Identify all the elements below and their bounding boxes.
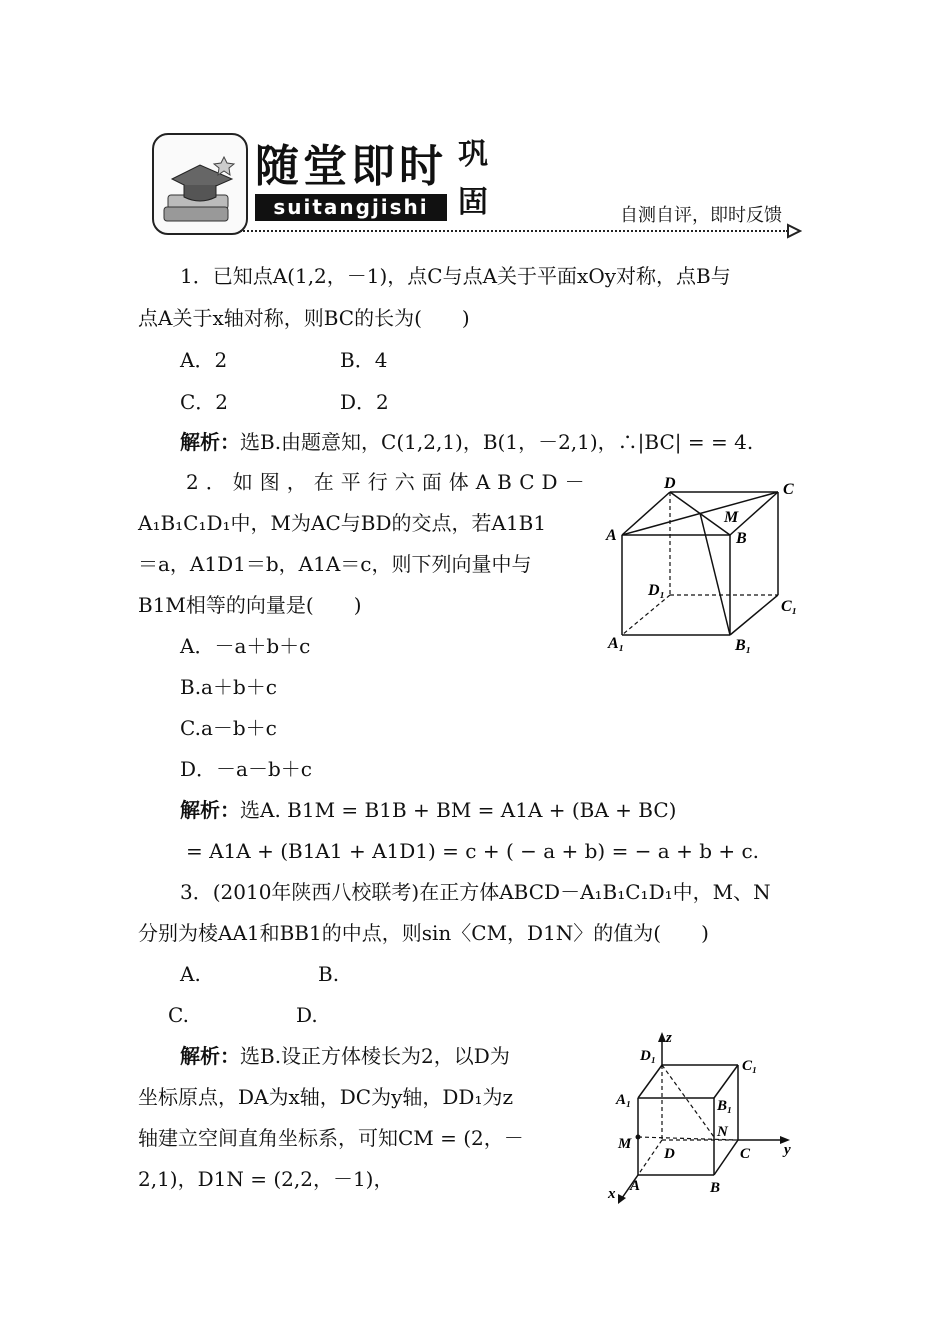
banner-slogan: 自测自评，即时反馈 (620, 205, 782, 226)
edge-D1A1-hidden (622, 595, 670, 635)
label-M: M (724, 509, 739, 526)
q3-option-d: D. (296, 1003, 318, 1027)
q1-option-d: D．2 (340, 390, 389, 414)
label-C: C (783, 481, 794, 498)
q3-analysis-line4: 2,1)，D1N = (2,2，－1)， (138, 1167, 394, 1191)
edge-DA-hidden (638, 1140, 662, 1175)
label-B: B (736, 530, 747, 547)
label-z: z (666, 1030, 672, 1046)
label-x: x (608, 1186, 616, 1202)
q1-option-c: C．2 (180, 390, 229, 414)
label-C1: C₁ (742, 1058, 758, 1074)
banner-logo (152, 133, 248, 235)
q2-stem-line4: B1M相等的向量是( ) (138, 593, 362, 617)
point-M (636, 1135, 641, 1140)
analysis-label: 解析： (180, 430, 240, 454)
q1-option-b: B．4 (340, 348, 388, 372)
banner-title-char-3: 即 (351, 141, 395, 192)
label-B: B (710, 1180, 721, 1196)
banner-dotted-rule (240, 230, 788, 232)
label-A1: A₁ (608, 635, 625, 652)
q3-analysis-line2: 坐标原点，DA为x轴，DC为y轴，DD₁为z (138, 1085, 514, 1109)
q3-analysis-line1 (180, 1042, 510, 1070)
q1-stem-line1: 1．已知点A(1,2，－1)，点C与点A关于平面xOy对称，点B与 (180, 264, 731, 288)
label-D1: D₁ (640, 1048, 657, 1064)
segment-D1N-hidden (662, 1065, 714, 1137)
q2-analysis-line2: = A1A + (B1A1 + A1D1) = c + ( − a + b) = − a + b + c. (186, 839, 760, 863)
cube-coordinate-figure (600, 1030, 800, 1210)
label-M: M (618, 1136, 632, 1152)
banner-pinyin: suitangjishi (255, 194, 447, 221)
q3-option-a: A. (180, 962, 201, 986)
parallelepiped-figure (600, 470, 820, 655)
banner-title-char-2: 堂 (303, 141, 347, 192)
edge-BC (714, 1140, 738, 1175)
analysis-label: 解析： (180, 1044, 240, 1068)
q3-option-c: C. (168, 1003, 189, 1027)
label-C1: C₁ (781, 598, 798, 615)
q2-option-d: D．－a－b＋c (180, 757, 312, 781)
q3-analysis-line3: 轴建立空间直角坐标系，可知CM = (2，－ (138, 1126, 524, 1150)
label-D: D (664, 1146, 675, 1162)
edge-B1C1 (730, 595, 778, 635)
q3-analysis-text1: 选B.设正方体棱长为2，以D为 (240, 1044, 510, 1068)
banner-title-char-1: 随 (255, 141, 299, 192)
label-D: D (664, 475, 676, 492)
label-B1: B₁ (717, 1098, 733, 1114)
z-axis-arrow-icon (658, 1032, 666, 1042)
q2-stem-line1: 2．如图，在平行六面体ABCD－ (186, 470, 592, 494)
label-N: N (717, 1124, 728, 1140)
q1-option-a: A．2 (180, 348, 228, 372)
graduation-cap-books-icon (154, 135, 246, 233)
q2-option-c: C.a－b＋c (180, 716, 277, 740)
label-y: y (784, 1142, 791, 1158)
banner-side-char-1: 巩 (458, 137, 488, 172)
banner-side-char-2: 固 (458, 185, 488, 220)
analysis-label: 解析： (180, 798, 240, 822)
q2-option-a: A．－a＋b＋c (180, 634, 311, 658)
q3-stem-line1: 3．(2010年陕西八校联考)在正方体ABCD－A₁B₁C₁D₁中，M、N (180, 880, 771, 904)
arrow-right-icon (786, 223, 802, 239)
q1-analysis-text: 选B.由题意知，C(1,2,1)，B(1，－2,1)，∴|BC| = = 4. (240, 430, 754, 454)
q3-option-b: B. (318, 962, 340, 986)
label-A: A (630, 1178, 641, 1194)
q1-stem-line2: 点A关于x轴对称，则BC的长为( ) (138, 306, 470, 330)
q2-stem-line2: A₁B₁C₁D₁中，M为AC与BD的交点，若A1B1 (138, 511, 547, 535)
banner-title-char-4: 时 (399, 141, 443, 192)
label-A1: A₁ (616, 1092, 632, 1108)
q2-analysis-text1: 选A. B1M = B1B + BM = A1A + (BA + BC) (240, 798, 677, 822)
label-A: A (606, 527, 617, 544)
x-axis-arrow-icon (618, 1194, 626, 1204)
label-B1: B₁ (735, 637, 752, 654)
edge-D1A1 (638, 1065, 662, 1098)
q2-option-b: B.a＋b＋c (180, 675, 277, 699)
label-D1: D₁ (648, 582, 666, 599)
q2-analysis-line1 (180, 796, 676, 824)
label-C: C (740, 1146, 751, 1162)
q2-stem-line3: ＝a，A1D1＝b，A1A＝c，则下列向量中与 (138, 552, 532, 576)
edge-C1B1 (714, 1065, 738, 1098)
q1-analysis (180, 428, 753, 456)
q3-stem-line2: 分别为棱AA1和BB1的中点，则sin〈CM，D1N〉的值为( ) (138, 921, 709, 945)
